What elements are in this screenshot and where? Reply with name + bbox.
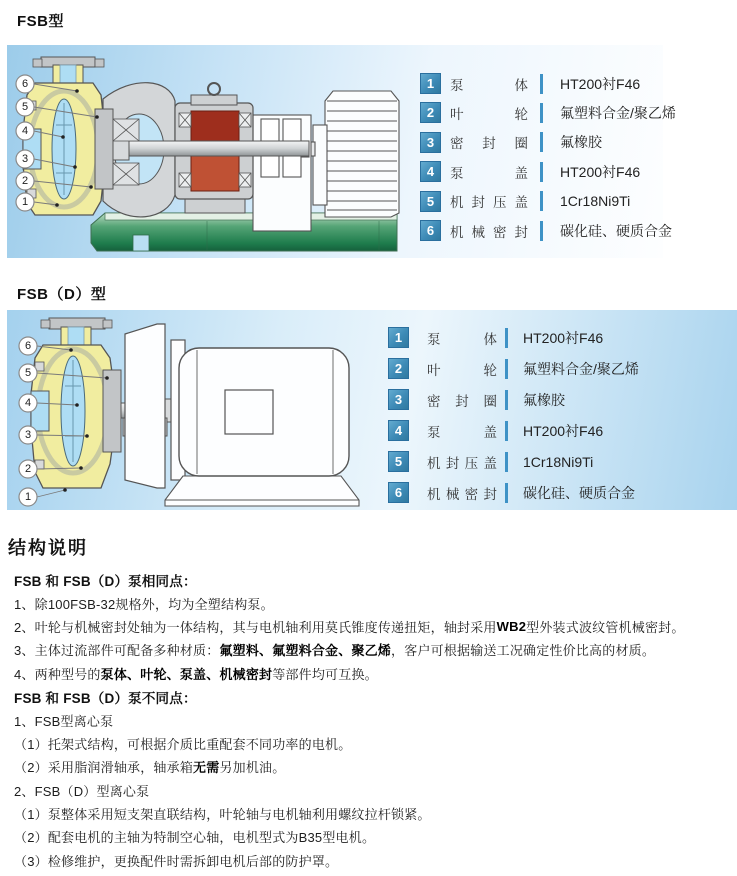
divider-bar bbox=[540, 221, 543, 241]
note-text-segment: 氟塑料、氟塑料合金、聚乙烯 bbox=[219, 643, 392, 659]
diff-fsbd-3 bbox=[14, 849, 736, 872]
motor-feet bbox=[165, 476, 359, 506]
parts-table-row bbox=[420, 161, 640, 182]
part-material: 碳化硅、硬质合金 bbox=[560, 222, 672, 239]
part-name: 机械密封 bbox=[450, 224, 528, 240]
part-material: 氟塑料合金/聚乙烯 bbox=[523, 360, 639, 377]
part-name: 密封圈 bbox=[427, 393, 497, 409]
divider-bar bbox=[505, 452, 508, 472]
note-text-segment: FSB 和 FSB（D）泵相同点： bbox=[14, 573, 197, 589]
part-number-badge: 5 bbox=[388, 451, 409, 472]
part-name: 叶轮 bbox=[427, 362, 497, 378]
rotor-lower bbox=[191, 153, 239, 191]
part-number-badge: 1 bbox=[388, 327, 409, 348]
parts-table-row bbox=[420, 191, 630, 212]
note-text-segment: （2）采用脂润滑轴承，轴承箱 bbox=[14, 760, 194, 776]
svg-text:5: 5 bbox=[24, 367, 32, 379]
part-number-badge: 2 bbox=[420, 102, 441, 123]
note-text-segment: 3、主体过流部件可配备多种材质： bbox=[14, 643, 220, 659]
parts-table-row bbox=[420, 220, 672, 241]
note-text-segment: 泵体、叶轮、泵盖、机械密封 bbox=[100, 666, 273, 682]
divider-bar bbox=[540, 74, 543, 94]
svg-text:2: 2 bbox=[24, 463, 32, 475]
part-material: 1Cr18Ni9Ti bbox=[560, 193, 631, 210]
diff-fsb-title bbox=[14, 708, 736, 731]
divider-bar bbox=[505, 328, 508, 348]
fsbd-diagram-panel bbox=[7, 310, 737, 510]
part-material: HT200衬F46 bbox=[523, 422, 604, 439]
part-name: 机封压盖 bbox=[450, 195, 528, 211]
svg-text:1: 1 bbox=[24, 491, 32, 503]
same-point-4 bbox=[14, 662, 736, 685]
note-text-segment: （1）托架式结构，可根据介质比重配套不同功率的电机。 bbox=[14, 736, 352, 752]
diff-fsb-1 bbox=[14, 732, 736, 755]
part-material: 氟塑料合金/聚乙烯 bbox=[560, 104, 676, 121]
note-text-segment: （1）泵整体采用短支架直联结构，叶轮轴与电机轴利用螺纹拉杆锁紧。 bbox=[14, 807, 431, 823]
note-text-segment: 型外装式波纹管机械密封。 bbox=[526, 619, 685, 635]
coupling bbox=[253, 115, 311, 231]
part-material: HT200衬F46 bbox=[560, 163, 641, 180]
support-bracket bbox=[125, 324, 185, 488]
part-name: 密封圈 bbox=[450, 136, 528, 152]
fsbd-pump-diagram bbox=[7, 310, 377, 510]
divider-bar bbox=[505, 483, 508, 503]
note-text-segment: 4、两种型号的 bbox=[14, 666, 101, 682]
part-name: 泵体 bbox=[450, 77, 528, 93]
lifting-eye bbox=[208, 83, 220, 95]
divider-bar bbox=[540, 191, 543, 211]
part-number-badge: 5 bbox=[420, 191, 441, 212]
svg-text:3: 3 bbox=[21, 153, 29, 165]
svg-text:3: 3 bbox=[24, 429, 32, 441]
svg-text:2: 2 bbox=[21, 175, 29, 187]
pump-baseplate bbox=[91, 213, 397, 251]
note-text-segment: WB2 bbox=[496, 618, 527, 634]
section-title-fsb: FSB型 bbox=[17, 13, 65, 30]
svg-text:6: 6 bbox=[24, 340, 32, 352]
note-text-segment: 1、除100FSB-32规格外，均为全塑结构泵。 bbox=[14, 596, 274, 612]
part-name: 泵体 bbox=[427, 331, 497, 347]
svg-text:4: 4 bbox=[24, 397, 32, 409]
part-number-badge: 4 bbox=[388, 420, 409, 441]
part-material: 氟橡胶 bbox=[523, 391, 565, 408]
motor-finned bbox=[305, 91, 399, 217]
note-text-segment: 无需 bbox=[193, 760, 220, 776]
discharge-port bbox=[60, 65, 76, 83]
parts-table-row bbox=[420, 73, 640, 94]
seal-housing bbox=[95, 109, 113, 189]
part-name: 叶轮 bbox=[450, 106, 528, 122]
diff-points-title bbox=[14, 685, 736, 708]
part-number-badge: 4 bbox=[420, 161, 441, 182]
callout-1 bbox=[19, 488, 67, 506]
part-material: 1Cr18Ni9Ti bbox=[523, 453, 594, 470]
parts-table-row bbox=[388, 327, 603, 348]
note-text-segment: FSB 和 FSB（D）泵不同点： bbox=[14, 690, 197, 706]
note-text-segment: 另加机油。 bbox=[219, 760, 286, 776]
parts-table-row bbox=[388, 358, 639, 379]
pump-casing bbox=[23, 57, 113, 215]
fsb-diagram-panel bbox=[7, 45, 676, 258]
part-material: 氟橡胶 bbox=[560, 134, 602, 151]
parts-table-row bbox=[420, 132, 602, 153]
note-text-segment: ，客户可根据输送工况确定性价比高的材质。 bbox=[391, 643, 656, 659]
note-text-segment: 等部件均可互换。 bbox=[272, 666, 378, 682]
part-number-badge: 2 bbox=[388, 358, 409, 379]
same-point-2 bbox=[14, 615, 736, 638]
section-title-fsbd: FSB（D）型 bbox=[17, 286, 107, 303]
fsb-pump-diagram bbox=[7, 45, 407, 258]
same-point-1 bbox=[14, 591, 736, 614]
structure-notes-title: 结构说明 bbox=[8, 538, 88, 558]
part-name: 机械密封 bbox=[427, 486, 497, 502]
svg-text:1: 1 bbox=[21, 196, 29, 208]
diff-fsb-2 bbox=[14, 755, 736, 778]
parts-table-row bbox=[388, 482, 635, 503]
part-name: 泵盖 bbox=[450, 165, 528, 181]
part-name: 泵盖 bbox=[427, 424, 497, 440]
same-points-title bbox=[14, 568, 736, 591]
seal-housing bbox=[103, 370, 121, 452]
divider-bar bbox=[540, 162, 543, 182]
part-number-badge: 1 bbox=[420, 73, 441, 94]
same-point-3 bbox=[14, 638, 736, 661]
part-material: 碳化硅、硬质合金 bbox=[523, 484, 635, 501]
note-text-segment: （3）检修维护，更换配件时需拆卸电机后部的防护罩。 bbox=[14, 853, 339, 869]
note-text-segment: 2、叶轮与机械密封处轴为一体结构，其与电机轴利用莫氏锥度传递扭矩，轴封采用 bbox=[14, 619, 497, 635]
part-number-badge: 3 bbox=[388, 389, 409, 410]
svg-text:4: 4 bbox=[21, 125, 29, 137]
divider-bar bbox=[505, 421, 508, 441]
divider-bar bbox=[505, 390, 508, 410]
parts-table-row bbox=[388, 389, 565, 410]
note-text-segment: （2）配套电机的主轴为特制空心轴，电机型式为B35型电机。 bbox=[14, 830, 376, 846]
structure-notes bbox=[14, 568, 736, 872]
motor-nameplate bbox=[225, 390, 273, 434]
svg-text:5: 5 bbox=[21, 101, 29, 113]
svg-text:6: 6 bbox=[21, 78, 29, 90]
diff-fsbd-title bbox=[14, 779, 736, 802]
divider-bar bbox=[540, 103, 543, 123]
part-material: HT200衬F46 bbox=[560, 75, 641, 92]
part-number-badge: 3 bbox=[420, 132, 441, 153]
part-name: 机封压盖 bbox=[427, 455, 497, 471]
diff-fsbd-2 bbox=[14, 825, 736, 848]
note-text-segment: 2、FSB（D）型离心泵 bbox=[14, 783, 150, 799]
diff-fsbd-1 bbox=[14, 802, 736, 825]
parts-table-row bbox=[388, 420, 603, 441]
parts-table-row bbox=[420, 102, 676, 123]
motor-body bbox=[165, 348, 359, 506]
divider-bar bbox=[540, 132, 543, 152]
note-text-segment: 1、FSB型离心泵 bbox=[14, 713, 114, 729]
part-number-badge: 6 bbox=[388, 482, 409, 503]
parts-table-row bbox=[388, 451, 593, 472]
discharge-port bbox=[68, 327, 84, 345]
part-number-badge: 6 bbox=[420, 220, 441, 241]
part-material: HT200衬F46 bbox=[523, 329, 604, 346]
divider-bar bbox=[505, 359, 508, 379]
